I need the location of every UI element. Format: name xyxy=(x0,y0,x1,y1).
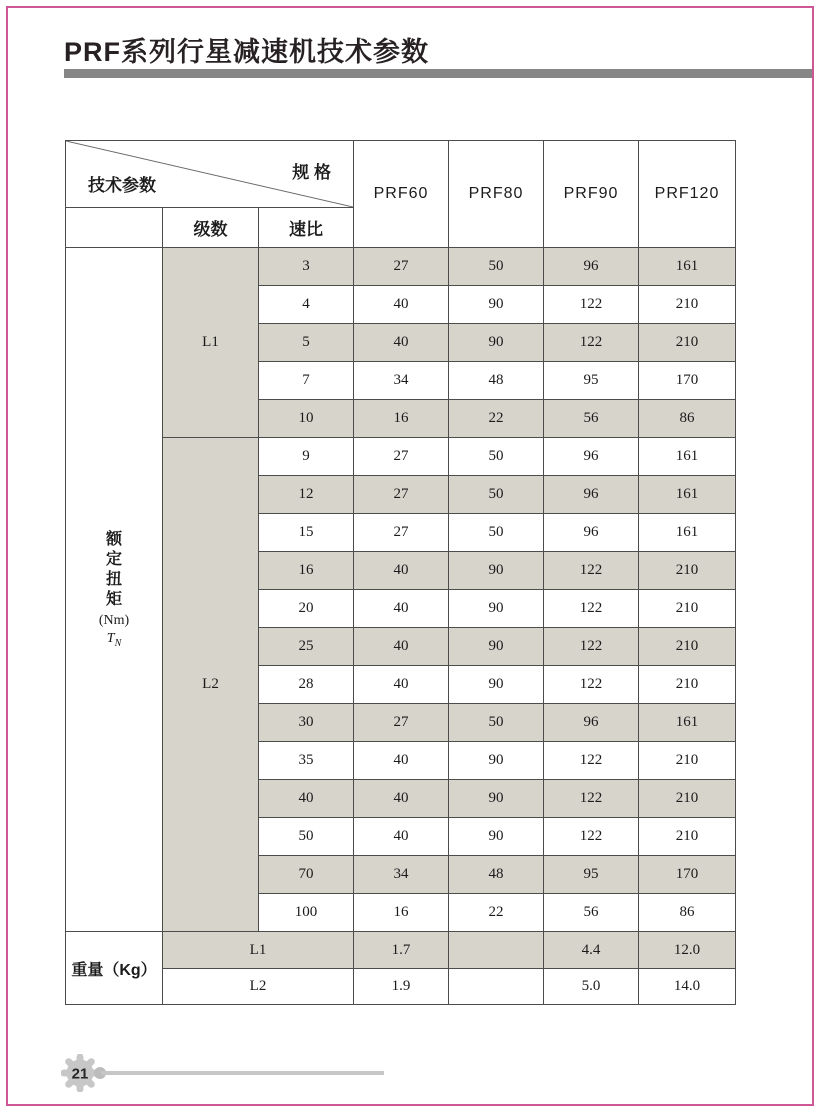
ratio-cell: 70 xyxy=(259,856,354,894)
torque-value-cell: 161 xyxy=(639,704,736,742)
torque-value-cell: 210 xyxy=(639,286,736,324)
torque-value-cell: 22 xyxy=(449,894,544,932)
weight-label-cell: 重量（Kg） xyxy=(66,932,163,1005)
torque-label-char: 额 xyxy=(105,531,122,549)
diagonal-header-cell xyxy=(66,141,354,208)
ratio-cell: 35 xyxy=(259,742,354,780)
table-row xyxy=(66,248,736,286)
torque-value-cell: 95 xyxy=(544,362,639,400)
ratio-cell: 15 xyxy=(259,514,354,552)
title-underline-bar xyxy=(64,69,812,78)
torque-value-cell: 122 xyxy=(544,818,639,856)
torque-value-cell: 170 xyxy=(639,362,736,400)
ratio-cell: 40 xyxy=(259,780,354,818)
torque-value-cell: 22 xyxy=(449,400,544,438)
torque-value-cell: 90 xyxy=(449,780,544,818)
stage-group-cell: L2 xyxy=(163,438,259,932)
torque-value-cell: 56 xyxy=(544,400,639,438)
ratio-cell: 3 xyxy=(259,248,354,286)
weight-value-cell: 12.0 xyxy=(639,932,736,969)
torque-value-cell: 90 xyxy=(449,818,544,856)
stage-group-cell: L1 xyxy=(163,248,259,438)
ratio-cell: 9 xyxy=(259,438,354,476)
column-header-prf60: PRF60 xyxy=(354,141,449,248)
ratio-cell: 25 xyxy=(259,628,354,666)
torque-label-char: 扭 xyxy=(105,571,122,589)
torque-value-cell: 40 xyxy=(354,818,449,856)
torque-value-cell: 96 xyxy=(544,438,639,476)
torque-value-cell: 40 xyxy=(354,666,449,704)
torque-value-cell: 210 xyxy=(639,666,736,704)
ratio-cell: 28 xyxy=(259,666,354,704)
torque-value-cell: 210 xyxy=(639,818,736,856)
torque-value-cell: 50 xyxy=(449,476,544,514)
torque-value-cell: 40 xyxy=(354,552,449,590)
weight-row xyxy=(66,969,736,1005)
footer-rule-line xyxy=(101,1071,384,1075)
torque-value-cell: 16 xyxy=(354,894,449,932)
torque-value-cell: 40 xyxy=(354,780,449,818)
torque-symbol-sub: N xyxy=(114,637,122,649)
weight-stage-cell: L2 xyxy=(163,969,354,1005)
corner-label-spec: 规 格 xyxy=(292,163,332,182)
torque-value-cell: 16 xyxy=(354,400,449,438)
torque-value-cell: 210 xyxy=(639,552,736,590)
torque-value-cell: 90 xyxy=(449,666,544,704)
torque-value-cell: 56 xyxy=(544,894,639,932)
torque-value-cell: 48 xyxy=(449,856,544,894)
ratio-header-cell: 速比 xyxy=(259,208,354,248)
stage-header-cell: 级数 xyxy=(163,208,259,248)
torque-value-cell: 161 xyxy=(639,248,736,286)
torque-value-cell: 210 xyxy=(639,742,736,780)
torque-value-cell: 210 xyxy=(639,324,736,362)
torque-value-cell: 161 xyxy=(639,438,736,476)
ratio-cell: 4 xyxy=(259,286,354,324)
weight-value-cell xyxy=(449,932,544,969)
torque-value-cell: 50 xyxy=(449,704,544,742)
weight-stage-cell: L1 xyxy=(163,932,354,969)
torque-value-cell: 170 xyxy=(639,856,736,894)
column-header-prf90: PRF90 xyxy=(544,141,639,248)
column-header-prf80: PRF80 xyxy=(449,141,544,248)
torque-value-cell: 40 xyxy=(354,628,449,666)
torque-value-cell: 34 xyxy=(354,362,449,400)
weight-value-cell: 14.0 xyxy=(639,969,736,1005)
weight-value-cell xyxy=(449,969,544,1005)
torque-value-cell: 86 xyxy=(639,894,736,932)
torque-value-cell: 122 xyxy=(544,742,639,780)
ratio-cell: 7 xyxy=(259,362,354,400)
weight-value-cell: 5.0 xyxy=(544,969,639,1005)
torque-value-cell: 90 xyxy=(449,590,544,628)
rated-torque-label xyxy=(66,530,162,649)
ratio-cell: 100 xyxy=(259,894,354,932)
torque-value-cell: 122 xyxy=(544,286,639,324)
spec-table xyxy=(65,140,736,1005)
torque-value-cell: 122 xyxy=(544,552,639,590)
torque-value-cell: 210 xyxy=(639,628,736,666)
weight-value-cell: 1.9 xyxy=(354,969,449,1005)
torque-value-cell: 95 xyxy=(544,856,639,894)
ratio-cell: 12 xyxy=(259,476,354,514)
torque-value-cell: 161 xyxy=(639,476,736,514)
torque-value-cell: 96 xyxy=(544,704,639,742)
torque-value-cell: 27 xyxy=(354,438,449,476)
torque-value-cell: 34 xyxy=(354,856,449,894)
torque-value-cell: 210 xyxy=(639,780,736,818)
torque-value-cell: 96 xyxy=(544,248,639,286)
weight-value-cell: 1.7 xyxy=(354,932,449,969)
torque-value-cell: 122 xyxy=(544,324,639,362)
torque-value-cell: 27 xyxy=(354,476,449,514)
torque-value-cell: 40 xyxy=(354,324,449,362)
torque-value-cell: 161 xyxy=(639,514,736,552)
torque-value-cell: 90 xyxy=(449,552,544,590)
torque-value-cell: 50 xyxy=(449,438,544,476)
ratio-cell: 50 xyxy=(259,818,354,856)
spec-table-wrap xyxy=(65,140,736,1005)
torque-value-cell: 27 xyxy=(354,514,449,552)
weight-row xyxy=(66,932,736,969)
torque-unit-label: (Nm) xyxy=(98,613,130,629)
corner-label-params: 技术参数 xyxy=(88,176,156,195)
ratio-cell: 5 xyxy=(259,324,354,362)
torque-value-cell: 122 xyxy=(544,590,639,628)
column-header-prf120: PRF120 xyxy=(639,141,736,248)
torque-value-cell: 50 xyxy=(449,514,544,552)
torque-label-char: 矩 xyxy=(105,591,122,609)
ratio-cell: 30 xyxy=(259,704,354,742)
torque-value-cell: 48 xyxy=(449,362,544,400)
page-title: PRF系列行星减速机技术参数 xyxy=(64,37,429,67)
torque-value-cell: 96 xyxy=(544,514,639,552)
torque-value-cell: 122 xyxy=(544,666,639,704)
torque-value-cell: 122 xyxy=(544,628,639,666)
weight-value-cell: 4.4 xyxy=(544,932,639,969)
torque-value-cell: 90 xyxy=(449,324,544,362)
torque-value-cell: 122 xyxy=(544,780,639,818)
torque-value-cell: 40 xyxy=(354,286,449,324)
torque-symbol-t: T xyxy=(106,631,115,647)
torque-value-cell: 27 xyxy=(354,704,449,742)
torque-value-cell: 50 xyxy=(449,248,544,286)
torque-value-cell: 96 xyxy=(544,476,639,514)
torque-label-cell xyxy=(66,248,163,932)
ratio-cell: 20 xyxy=(259,590,354,628)
table-row xyxy=(66,438,736,476)
torque-symbol xyxy=(107,632,121,649)
blank-header-cell xyxy=(66,208,163,248)
torque-value-cell: 40 xyxy=(354,742,449,780)
ratio-cell: 10 xyxy=(259,400,354,438)
page-number: 21 xyxy=(71,1065,89,1083)
torque-label-char: 定 xyxy=(105,551,122,569)
torque-value-cell: 90 xyxy=(449,628,544,666)
header-row-1 xyxy=(66,141,736,208)
torque-value-cell: 210 xyxy=(639,590,736,628)
ratio-cell: 16 xyxy=(259,552,354,590)
torque-value-cell: 86 xyxy=(639,400,736,438)
torque-value-cell: 40 xyxy=(354,590,449,628)
torque-value-cell: 90 xyxy=(449,286,544,324)
torque-value-cell: 90 xyxy=(449,742,544,780)
torque-value-cell: 27 xyxy=(354,248,449,286)
